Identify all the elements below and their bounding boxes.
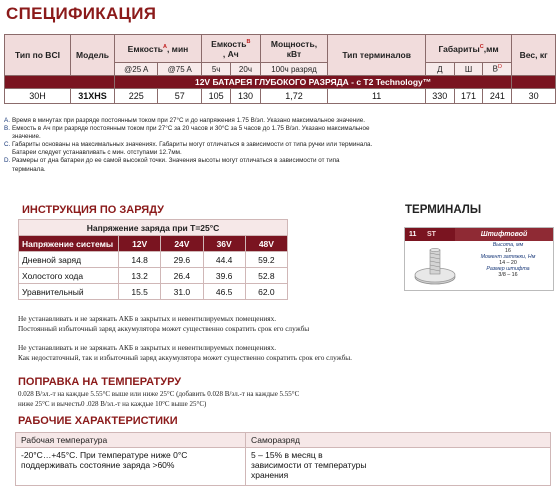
sub-at75: @75 A [158,63,201,76]
footnotes [4,117,374,174]
spec-band-row [5,76,556,89]
spec-header-row [5,35,556,63]
charge-section-title: ИНСТРУКЦИЯ ПО ЗАРЯДУ [22,204,165,216]
model-header: Модель [71,35,115,76]
cell-min75: 57 [158,89,201,104]
working-section-title: РАБОЧИЕ ХАРАКТЕРИСТИКИ [18,415,178,427]
self-discharge-value: 5 – 15% в месяц в зависимости от температуры хранения [246,448,551,486]
voltage-48: 48V [245,236,287,252]
system-voltage-label: Напряжение системы [19,236,119,252]
cell-ah5: 105 [201,89,230,104]
terminal-card-header [405,228,553,241]
charge-caption: Напряжение заряда при T=25°C [19,220,288,236]
self-discharge-header: Саморазряд [246,433,551,448]
warning-paragraph-1: Не устанавливать и не заряжать АКБ в закрытых и невентилируемых помещениях. Постоянный избыточный заряд аккумулятора может существенно сократить срок его службы [18,314,310,333]
footnote: B. Емкость в Ач при разряде постоянным током при 27°C за 20 часов и 30°C за 5 часов до 1.75 В/эл. Указано максимальное значение. [4,125,370,141]
sub-h: $В^D$ [483,63,512,76]
cell-kw: 1,72 [260,89,328,104]
cell-model: 31XHS [71,89,115,104]
terminal-type-header: Тип терминалов [328,35,426,76]
terminal-specs: Высота, мм 16 Момент затяжки, Нм 14 – 20 Размер штифта 3/8 – 16 [480,242,536,279]
voltage-24: 24V [161,236,203,252]
stud-terminal-image [407,241,463,290]
working-table [15,432,551,486]
cell-w: 171 [454,89,483,104]
sub-d: Д [425,63,454,76]
footnote: A. Время в минутах при разряде постоянным током при 27°C и до напряжения 1.75 В/эл. Указано максимальное значение. [4,117,366,124]
terminal-card [404,227,554,291]
voltage-12: 12V [119,236,161,252]
working-temp-header: Рабочая температура [16,433,246,448]
cell-terminal: 11 [328,89,426,104]
sub-h5: 5ч [201,63,230,76]
dims-header: Габариты$^C$,мм [425,35,511,63]
temperature-text: 0.028 В/эл.-т на каждые 5.55°С выше или ниже 25°С (добавить 0.028 В/эл.-т на каждые 5.55°С ниже 25°С и вычесть0 .028 В/эл.-т на каждые 10°С выше 25°С) [18,390,300,408]
spec-table [4,34,556,104]
sub-w: Ш [454,63,483,76]
table-row: Уравнительный 15.5 31.0 46.5 62.0 [19,284,288,300]
spec-data-row [5,89,556,104]
cell-bci: 30H [5,89,71,104]
terminals-section-title: ТЕРМИНАЛЫ [405,204,482,216]
charge-table [18,219,288,300]
table-row: Холостого хода 13.2 26.4 39.6 52.8 [19,268,288,284]
power-header: Мощность, кВт [260,35,328,63]
temperature-section-title: ПОПРАВКА НА ТЕМПЕРАТУРУ [18,376,182,388]
cell-d: 330 [425,89,454,104]
footnote: C. Габариты основаны на максимальных значениях. Габариты могут отличаться в зависимости от типа ручки или терминала. Батареи следует устанавливать с мин. отступами 12.7мм. [4,141,373,157]
charge-voltage-header [19,236,288,252]
terminal-code: ST [427,231,436,238]
footnote: D. Размеры от дна батареи до ее самой высокой точки. Значения высоты могут отличаться в зависимости от типа терминала. [4,157,340,173]
voltage-36: 36V [203,236,245,252]
sub-h20: 20ч [231,63,260,76]
cell-h: 241 [483,89,512,104]
terminal-number: 11 [409,231,417,238]
table-row: Дневной заряд 14.8 29.6 44.4 59.2 [19,252,288,268]
bci-header: Тип по BCI [5,35,71,76]
capacity-min-header: Емкость$^A$, мин [115,35,202,63]
working-temp-value: -20°C…+45°C. При температуре ниже 0°C поддерживать состояние заряда >60% [16,448,246,486]
cell-min25: 225 [115,89,158,104]
cell-kg: 30 [512,89,556,104]
warning-paragraph-2: Не устанавливать и не заряжать АКБ в закрытых и невентилируемых помещениях. Как недостаточный, так и избыточный заряд аккумулятора может существенно сократить срок его службы. [18,343,353,362]
cell-ah20: 130 [231,89,260,104]
page-title: СПЕЦИФИКАЦИЯ [6,4,157,23]
terminal-name: Штифтовой [455,228,553,241]
spec-band-label: 12V БАТАРЕЯ ГЛУБОКОГО РАЗРЯДА - с T2 Technology™ [115,76,512,89]
sub-rate100: 100ч разряд [260,63,328,76]
capacity-ah-header: Емкость$^B$ , Ач [201,35,260,63]
weight-header: Вес, кг [512,35,556,76]
sub-at25: @25 A [115,63,158,76]
